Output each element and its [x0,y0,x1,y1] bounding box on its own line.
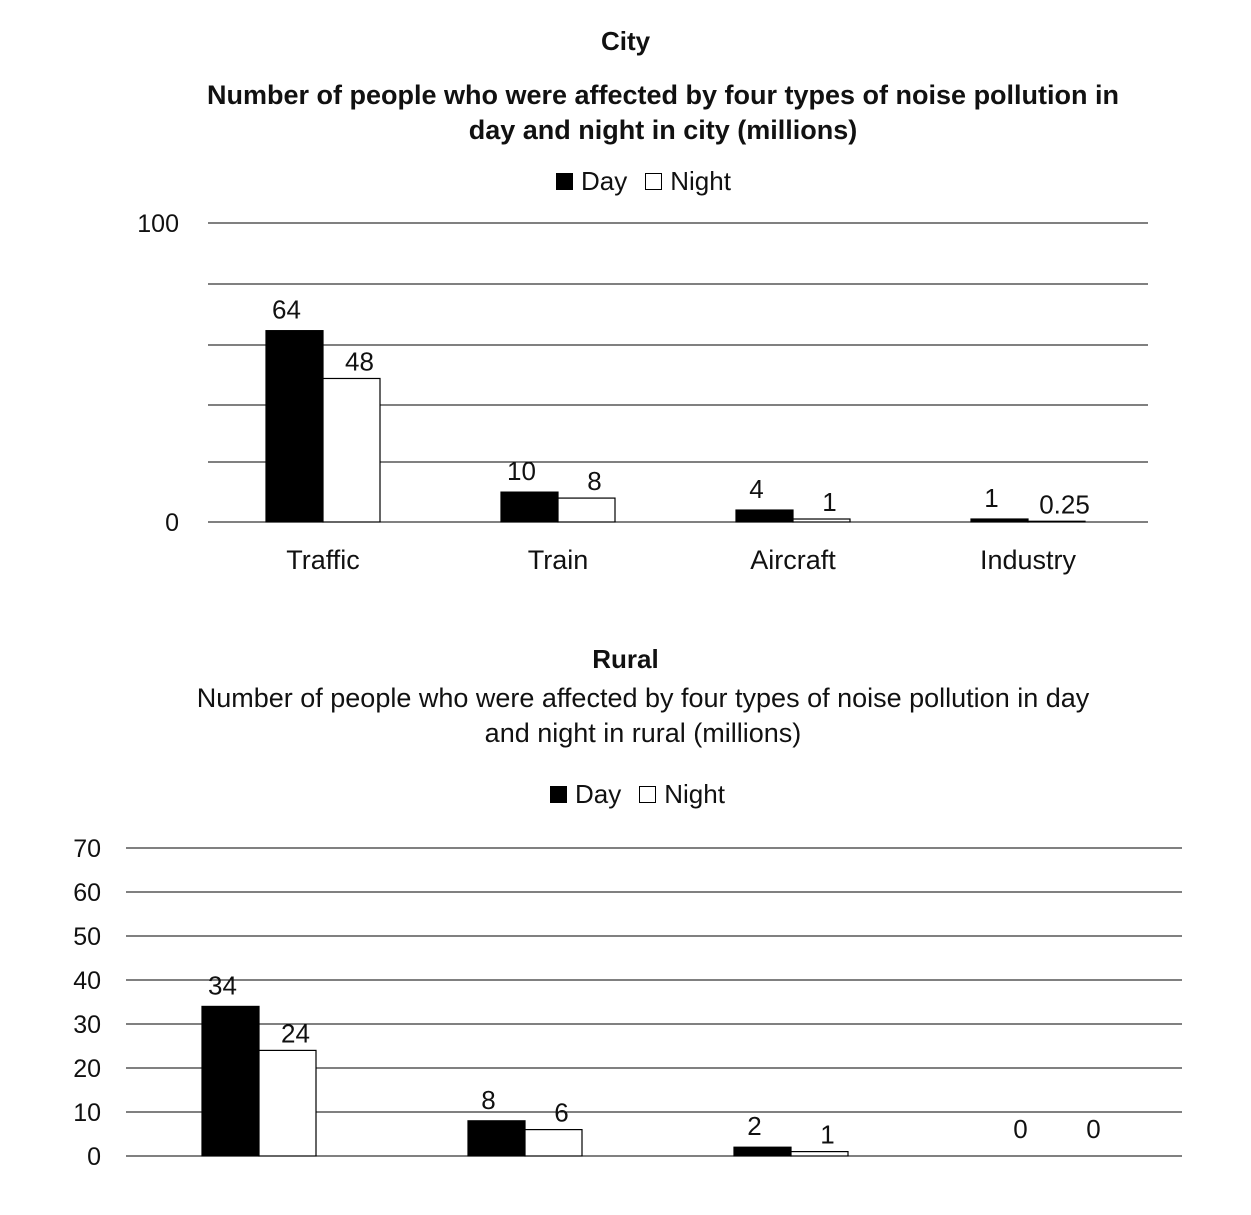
rural-legend-night-label: Night [664,779,725,809]
data-label-day: 34 [208,970,237,1001]
city-legend-day-label: Day [581,166,628,196]
rural-chart-title: Number of people who were affected by four types of noise pollution in day and night in rural (millions) [196,683,1090,748]
rural-chart [0,600,1251,1215]
data-label-day: 0 [1013,1114,1028,1144]
y-tick-label: 60 [73,879,101,907]
data-label-night: 24 [281,1018,310,1049]
data-label-night: 48 [345,346,374,377]
bar-day [501,492,558,522]
y-tick-label: 50 [73,923,101,951]
data-label-night: 6 [554,1097,569,1128]
bar-night [259,1050,316,1156]
data-label-day: 2 [747,1111,762,1142]
data-label-day: 4 [749,474,764,505]
bar-day [734,1147,791,1156]
data-label-night: 8 [587,466,602,497]
bar-night [1028,521,1085,522]
bar-day [202,1006,259,1156]
data-label-day: 64 [272,294,301,325]
data-label-night: 0 [1086,1114,1101,1144]
data-label-night: 1 [820,1119,835,1150]
y-tick-label: 10 [73,1099,101,1127]
y-tick-label: 40 [73,967,101,995]
y-tick-label: 30 [73,1011,101,1039]
data-label-night: 0.25 [1039,489,1090,520]
bar-night [525,1130,582,1156]
y-tick-label: 100 [137,210,179,238]
bar-night [558,498,615,522]
data-label-day: 1 [984,483,999,514]
bar-day [736,510,793,522]
bar-night [791,1152,848,1156]
y-tick-label: 70 [73,835,101,863]
x-category-label: Industry [979,545,1077,575]
city-chart-title: Number of people who were affected by four types of noise pollution in day and night in city (millions) [206,80,1120,145]
bar-day [266,331,323,522]
x-category-label: Train [527,545,589,575]
city-panel-title: City [600,26,651,56]
data-label-day: 8 [481,1084,496,1115]
rural-legend-day-label: Day [575,779,622,809]
bar-night [793,519,850,522]
city-legend-night-label: Night [670,166,731,196]
bar-day [468,1121,525,1156]
x-category-label: Traffic [286,545,360,575]
rural-panel-title: Rural [592,644,659,674]
bar-day [971,519,1028,522]
city-chart [0,0,1251,600]
data-label-night: 1 [822,487,837,518]
y-tick-label: 20 [73,1055,101,1083]
y-tick-label: 0 [87,1143,101,1171]
y-tick-label: 0 [165,509,179,537]
bar-night [323,378,380,522]
x-category-label: Aircraft [750,545,836,575]
data-label-day: 10 [507,456,536,487]
